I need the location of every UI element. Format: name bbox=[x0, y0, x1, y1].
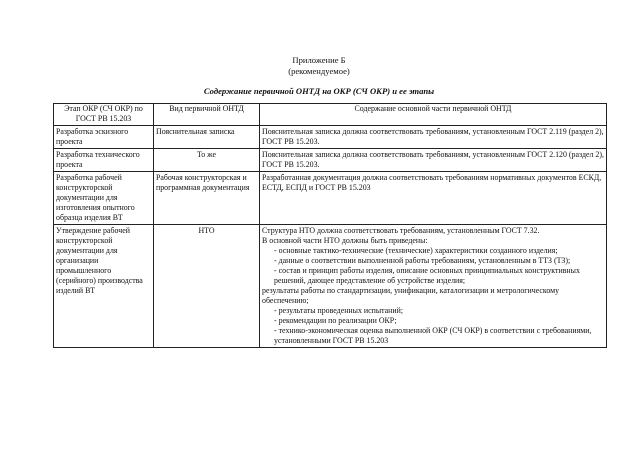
content-line: результаты работы по стандартизации, унификации, каталогизации и метрологическому обеспечению; bbox=[262, 286, 560, 305]
stage-cell: Утверждение рабочей конструкторской документации для организации промышленного (серийного) производства изделий ВТ bbox=[54, 225, 154, 348]
table-row bbox=[54, 225, 607, 348]
content-cell: Пояснительная записка должна соответствовать требованиям, установленным ГОСТ 2.119 (раздел 2), ГОСТ РВ 15.203. bbox=[260, 126, 607, 149]
content-list-item: - основные тактико-технические (технические) характеристики созданного изделия; bbox=[274, 246, 558, 255]
table-row bbox=[54, 126, 607, 149]
content-line: В основной части НТО должны быть приведены: bbox=[262, 236, 428, 245]
content-cell bbox=[260, 225, 607, 348]
kind-cell: Рабочая конструкторская и программная документация bbox=[154, 172, 260, 225]
document-title: Содержание первичной ОНТД на ОКР (СЧ ОКР) и ее этапы bbox=[203, 86, 435, 96]
document-header bbox=[0, 55, 638, 97]
content-line: Структура НТО должна соответствовать требованиям, установленным ГОСТ 7.32. bbox=[262, 226, 540, 235]
table-header-row bbox=[54, 104, 607, 126]
stage-cell: Разработка рабочей конструкторской документации для изготовления опытного образца изделия ВТ bbox=[54, 172, 154, 225]
stage-cell: Разработка технического проекта bbox=[54, 149, 154, 172]
content-list-item: - рекомендации по реализации ОКР; bbox=[274, 316, 397, 325]
appendix-label: Приложение Б bbox=[292, 55, 346, 65]
column-header-stage: Этап ОКР (СЧ ОКР) по ГОСТ РВ 15.203 bbox=[54, 104, 154, 126]
content-list-item: - результаты проведенных испытаний; bbox=[274, 306, 404, 315]
kind-cell: НТО bbox=[154, 225, 260, 348]
content-cell: Пояснительная записка должна соответствовать требованиям, установленным ГОСТ 2.120 (раздел 2), ГОСТ РВ 15.203. bbox=[260, 149, 607, 172]
content-list-item: - состав и принцип работы изделия, описание основных принципиальных конструктивных решений, дающее представление об устройстве изделия; bbox=[274, 266, 580, 285]
kind-cell: То же bbox=[154, 149, 260, 172]
content-list-item: - данные о соответствии выполненной работы требованиям, установленным в ТТЗ (ТЗ); bbox=[274, 256, 571, 265]
recommended-label: (рекомендуемое) bbox=[288, 66, 350, 76]
content-list-item: - технико-экономическая оценка выполненной ОКР (СЧ ОКР) в соответствии с требованиями, установленными ГОСТ РВ 15.203 bbox=[274, 326, 592, 345]
kind-cell: Пояснительная записка bbox=[154, 126, 260, 149]
table-row bbox=[54, 172, 607, 225]
stage-cell: Разработка эскизного проекта bbox=[54, 126, 154, 149]
column-header-kind: Вид первичной ОНТД bbox=[154, 104, 260, 126]
column-header-content: Содержание основной части первичной ОНТД bbox=[260, 104, 607, 126]
ontd-table bbox=[53, 103, 607, 348]
table-row bbox=[54, 149, 607, 172]
content-cell: Разработанная документация должна соответствовать требованиям нормативных документов ЕСКД, ЕСТД, ЕСПД и ГОСТ РВ 15.203 bbox=[260, 172, 607, 225]
